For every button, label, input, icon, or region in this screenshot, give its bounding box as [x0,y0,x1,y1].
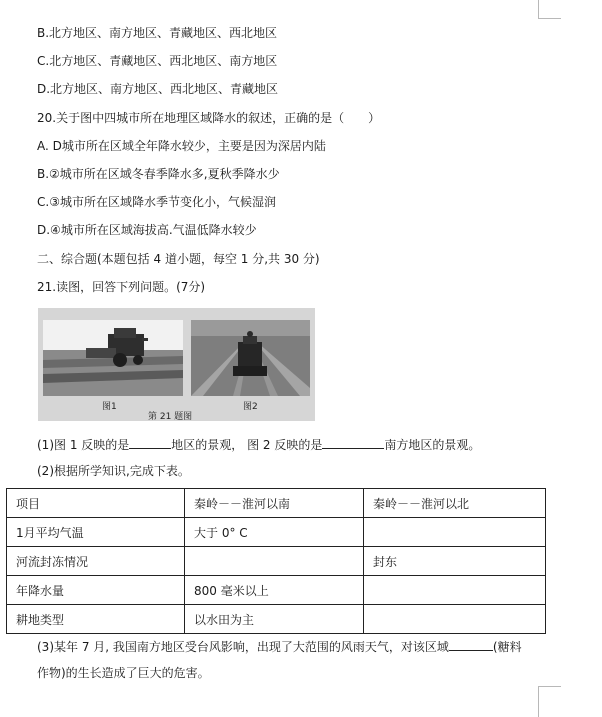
q21-figure [38,308,315,421]
figure-1-photo [43,320,183,396]
q19-option-d: D.北方地区、南方地区、西北地区、青藏地区 [37,82,279,96]
table-row [7,576,546,605]
table-cell: 年降水量 [7,576,185,605]
table-header-cell: 秦岭－－淮河以南 [185,489,364,518]
table-header-row [7,489,546,518]
table-cell: 以水田为主 [185,605,364,634]
q21-photo-illustration [38,308,315,421]
table-cell: 耕地类型 [7,605,185,634]
table-row [7,547,546,576]
table-cell-blank[interactable] [185,547,364,576]
q21-part-3-text-a: (3)某年 7 月, 我国南方地区受台风影响，出现了大范围的风雨天气，对该区域 [37,640,449,654]
q19-option-c: C.北方地区、青藏地区、西北地区、南方地区 [37,54,278,68]
section-2-heading: 二、综合题(本题包括 4 道小题，每空 1 分,共 30 分) [37,252,320,266]
q21-part-3 [37,638,522,655]
table-row [7,518,546,547]
table-cell-blank[interactable] [364,576,546,605]
page-corner-mark-top [538,0,561,19]
q20-option-c: C.③城市所在区域降水季节变化小，气候湿润 [37,195,276,209]
q21-part-3-continued: 作物)的生长造成了巨大的危害。 [37,666,210,680]
comparison-table [6,488,546,634]
table-row [7,605,546,634]
table-cell: 1月平均气温 [7,518,185,547]
table-header-cell: 项目 [7,489,185,518]
q21-part-1-text-b: 地区的景观， 图 2 反映的是 [171,438,323,452]
page-corner-mark-bottom [538,686,561,717]
table-header-cell: 秦岭－－淮河以北 [364,489,546,518]
answer-blank-1[interactable] [129,436,171,449]
q21-part-3-text-b: (糖料 [492,640,522,654]
table-cell-blank[interactable] [364,605,546,634]
q21-part-1-text-a: (1)图 1 反映的是 [37,438,130,452]
q20-option-a: A. D城市所在区域全年降水较少，主要是因为深居内陆 [37,139,326,153]
answer-blank-3[interactable] [449,638,493,651]
figure-2-photo [191,320,310,396]
q20-option-b: B.②城市所在区域冬春季降水多,夏秋季降水少 [37,167,280,181]
figure-2-label: 图2 [243,402,258,412]
table-cell: 河流封冻情况 [7,547,185,576]
q21-part-1 [37,436,480,453]
figure-caption: 第 21 题图 [148,412,193,421]
table-cell-blank[interactable] [364,518,546,547]
q19-option-b: B.北方地区、南方地区、青藏地区、西北地区 [37,26,278,40]
table-cell: 800 毫米以上 [185,576,364,605]
answer-blank-2[interactable] [322,436,384,449]
q20-option-d: D.④城市所在区域海拔高.气温低降水较少 [37,223,257,237]
figure-1-label: 图1 [102,402,117,412]
q21-stem: 21.读图，回答下列问题。(7分) [37,280,206,294]
q21-part-2: (2)根据所学知识,完成下表。 [37,464,190,478]
q20-stem: 20.关于图中四城市所在地理区域降水的叙述，正确的是（ ） [37,111,381,125]
table-cell: 封东 [364,547,546,576]
q21-part-1-text-c: 南方地区的景观。 [384,438,481,452]
table-cell: 大于 0° C [185,518,364,547]
